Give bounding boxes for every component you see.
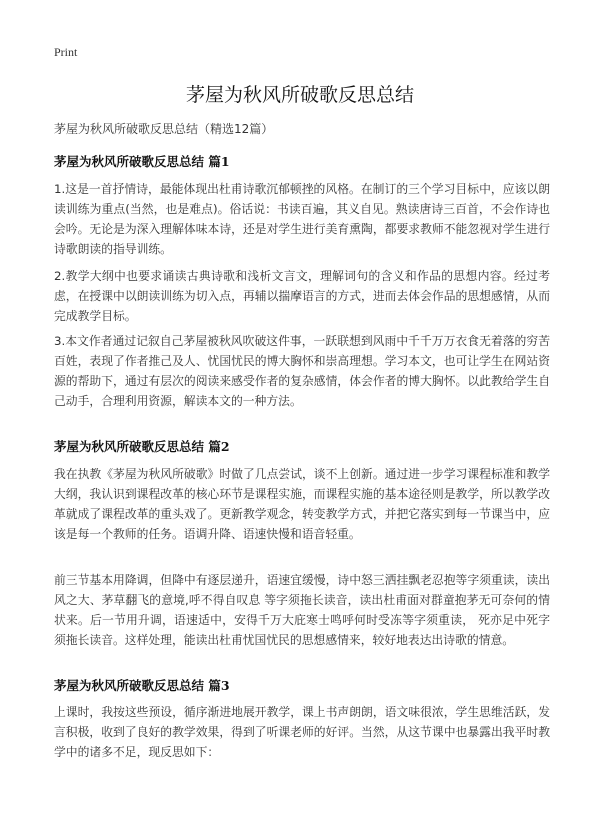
section-heading-1: 茅屋为秋风所破歌反思总结 篇1 xyxy=(54,154,230,169)
page-title: 茅屋为秋风所破歌反思总结 xyxy=(185,84,414,106)
section-heading-2: 茅屋为秋风所破歌反思总结 篇2 xyxy=(54,439,230,454)
paragraph: 前三节基本用降调，但降中有逐层递升，语速宜缓慢，诗中怒三洒挂飘老忍抱等字须重读，读出风之大、茅草翻飞的意境,呼不得自叹息 等字须拖长读音，读出杜甫面对群童抱茅无可奈何的情状来。后一节用升调，语速适中，安得千万大庇寒士鸣呼何时受冻等字须重读， 死亦足中死字须拖长读音。这样处理，能读出杜甫忧国忧民的思想感情来，较好地表达出诗歌的情意。 xyxy=(54,573,550,647)
section-heading-3: 茅屋为秋风所破歌反思总结 篇3 xyxy=(54,678,230,693)
paragraph: 1.这是一首抒情诗，最能体现出杜甫诗歌沉郁顿挫的风格。在制订的三个学习目标中，应该以朗读训练为重点(当然，也是难点)。俗话说：书读百遍，其义自见。熟读唐诗三百首，不会作诗也会吟。无论是为深入理解体味本诗，还是对学生进行美育熏陶，都要求教师不能忽视对学生进行诗歌朗读的指导训练。 xyxy=(54,182,550,256)
paragraph: 3.本文作者通过记叙自己茅屋被秋风吹破这件事，一跃联想到风雨中千千万万衣食无着落的穷苦百姓，表现了作者推己及人、忧国忧民的博大胸怀和崇高理想。学习本文，也可让学生在网站资源的帮助下，通过有层次的阅读来感受作者的复杂感情，体会作者的博大胸怀。以此教给学生自己动手，合理利用资源，解读本文的一种方法。 xyxy=(54,334,550,408)
paragraph: 我在执教《茅屋为秋风所破歌》时做了几点尝试，谈不上创新。通过进一步学习课程标准和教学大纲，我认识到课程改革的核心环节是课程实施，而课程实施的基本途径则是教学，所以教学改革就成了课程改革的重头戏了。更新教学观念，转变教学方式，并把它落实到每一节课当中，应该是每一个教师的任务。语调升降、语速快慢和语音轻重。 xyxy=(54,467,550,541)
subtitle: 茅屋为秋风所破歌反思总结（精选12篇） xyxy=(54,122,274,136)
paragraph: 上课时，我按这些预设，循序渐进地展开教学，课上书声朗朗，语文味很浓，学生思维活跃，发言积极，收到了良好的教学效果，得到了听课老师的好评。当然，从这节课中也暴露出我平时教学中的诸多不足，现反思如下： xyxy=(54,705,550,759)
print-link[interactable]: Print xyxy=(54,45,78,59)
paragraph: 2.教学大纲中也要求诵读古典诗歌和浅析文言文，理解词句的含义和作品的思想内容。经过考虑，在授课中以朗读训练为切入点，再辅以揣摩语言的方式，进而去体会作品的思想感情，从而完成教学目标。 xyxy=(54,269,550,323)
